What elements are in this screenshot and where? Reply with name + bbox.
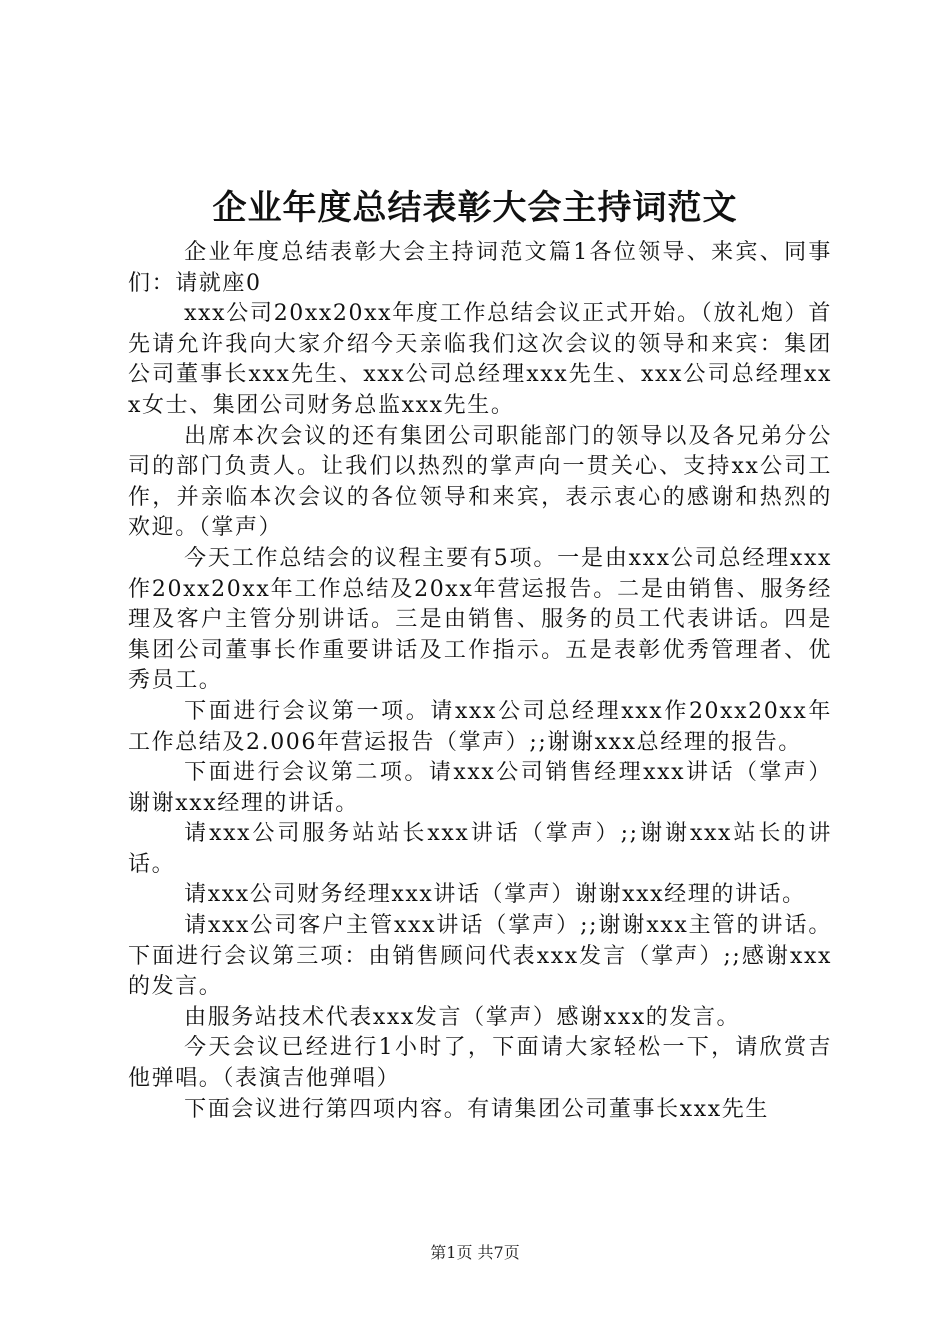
paragraph: 今天工作总结会的议程主要有5项。一是由xxx公司总经理xxx作20xx20xx年工作总结及20xx年营运报告。二是由销售、服务经理及客户主管分别讲话。三是由销售、服务的员工代表讲话。四是集团公司董事长作重要讲话及工作指示。五是表彰优秀管理者、优秀员工。	[128, 545, 832, 694]
paragraph: 由服务站技术代表xxx发言（掌声）感谢xxx的发言。	[184, 1004, 741, 1030]
paragraph: 出席本次会议的还有集团公司职能部门的领导以及各兄弟分公司的部门负责人。让我们以热烈的掌声向一贯关心、支持xx公司工作，并亲临本次会议的各位领导和来宾，表示衷心的感谢和热烈的欢迎。（掌声）	[128, 423, 832, 541]
document-body	[128, 238, 832, 1125]
paragraph: 请xxx公司客户主管xxx讲话（掌声）;;谢谢xxx主管的讲话。下面进行会议第三项：由销售顾问代表xxx发言（掌声）;;感谢xxx的发言。	[128, 913, 832, 1000]
paragraph: 下面会议进行第四项内容。有请集团公司董事长xxx先生	[184, 1096, 769, 1122]
paragraph: 今天会议已经进行1小时了，下面请大家轻松一下，请欣赏吉他弹唱。（表演吉他弹唱）	[128, 1035, 832, 1092]
paragraph: 请xxx公司财务经理xxx讲话（掌声）谢谢xxx经理的讲话。	[184, 882, 806, 908]
paragraph: 下面进行会议第一项。请xxx公司总经理xxx作20xx20xx年工作总结及2.006年营运报告（掌声）;;谢谢xxx总经理的报告。	[128, 698, 832, 755]
paragraph: 企业年度总结表彰大会主持词范文篇1各位领导、来宾、同事们：请就座0	[128, 240, 832, 296]
paragraph: 下面进行会议第二项。请xxx公司销售经理xxx讲话（掌声）谢谢xxx经理的讲话。	[128, 760, 832, 816]
document-title: 企业年度总结表彰大会主持词范文	[212, 188, 738, 228]
paragraph: 请xxx公司服务站站长xxx讲话（掌声）;;谢谢xxx站长的讲话。	[128, 821, 832, 877]
page-footer: 第1页 共7页	[430, 1243, 520, 1262]
paragraph: xxx公司20xx20xx年度工作总结会议正式开始。（放礼炮）首先请允许我向大家介绍今天亲临我们这次会议的领导和来宾：集团公司董事长xxx先生、xxx公司总经理xxx先生、xxx公司总经理xxx女士、集团公司财务总监xxx先生。	[128, 301, 832, 418]
